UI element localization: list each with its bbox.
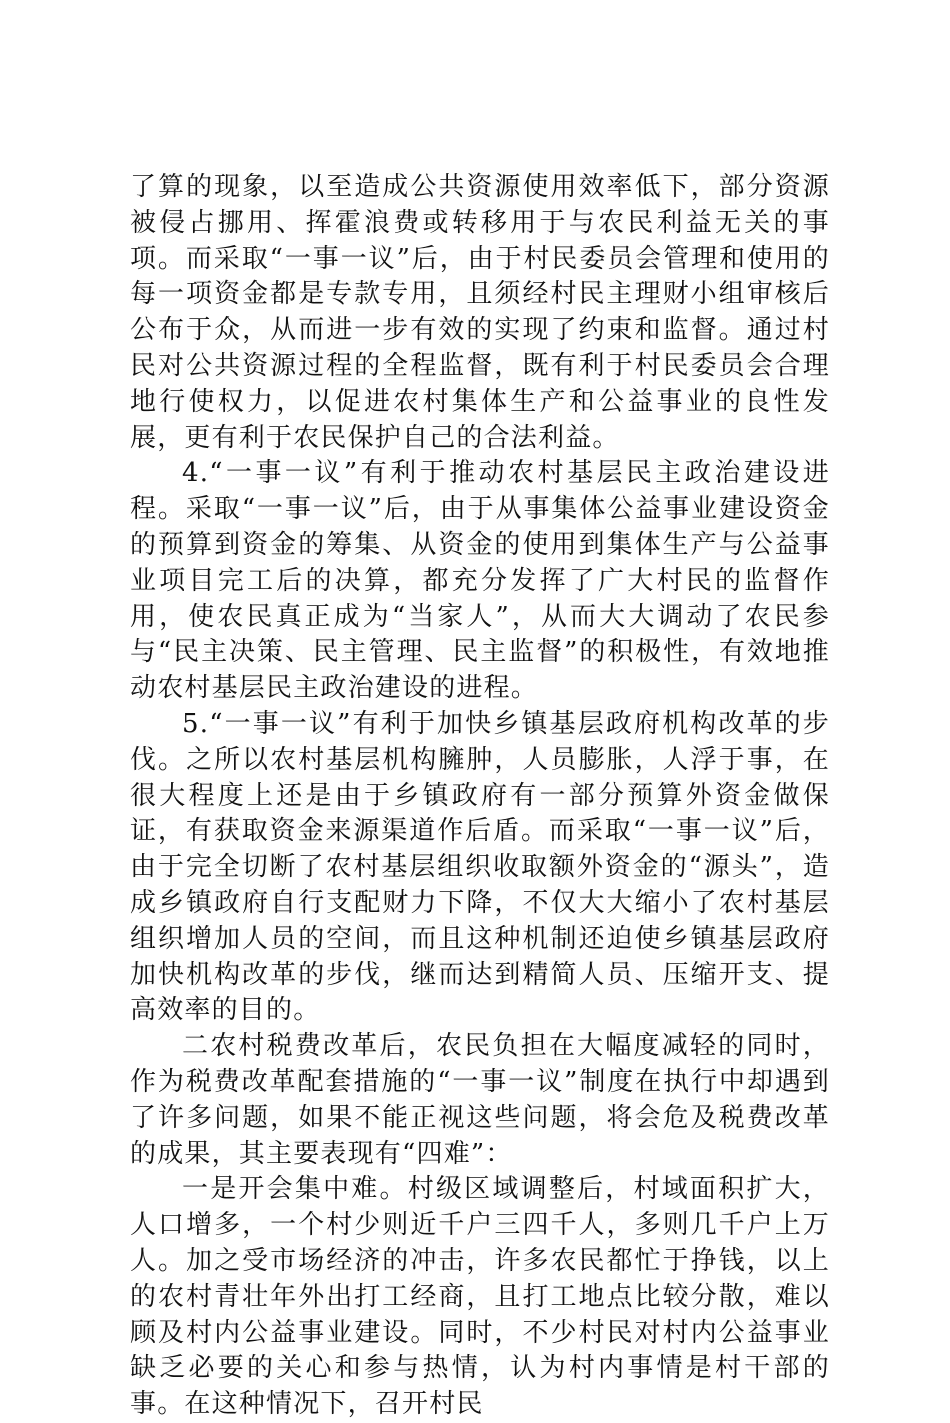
paragraph-continuation: 了算的现象，以至造成公共资源使用效率低下，部分资源被侵占挪用、挥霍浪费或转移用于与农民利益无关的事项。而采取“一事一议”后，由于村民委员会管理和使用的每一项资金都是专款专用，且须经村民主理财小组审核后公布于众，从而进一步有效的实现了约束和监督。通过村民对公共资源过程的全程监督，既有利于村民委员会合理地行使权力，以促进农村集体生产和公益事业的良性发展，更有利于农民保护自己的合法利益。 [130, 172, 830, 453]
paragraph-difficulty-one: 一是开会集中难。村级区域调整后，村域面积扩大，人口增多，一个村少则近千户三四千人，多则几千户上万人。加之受市场经济的冲击，许多农民都忙于挣钱，以上的农村青壮年外出打工经商，且打工地点比较分散，难以顾及村内公益事业建设。同时，不少村民对村内公益事业缺乏必要的关心和参与热情，认为村内事情是村干部的事。在这种情况下，召开村民 [130, 1174, 830, 1420]
paragraph-point-5: 5.“一事一议”有利于加快乡镇基层政府机构改革的步伐。之所以农村基层机构臃肿，人员膨胀，人浮于事，在很大程度上还是由于乡镇政府有一部分预算外资金做保证，有获取资金来源渠道作后盾。而采取“一事一议”后，由于完全切断了农村基层组织收取额外资金的“源头”，造成乡镇政府自行支配财力下降，不仅大大缩小了农村基层组织增加人员的空间，而且这种机制还迫使乡镇基层政府加快机构改革的步伐，继而达到精简人员、压缩开支、提高效率的目的。 [130, 708, 830, 1026]
paragraph-point-4: 4.“一事一议”有利于推动农村基层民主政治建设进程。采取“一事一议”后，由于从事集体公益事业建设资金的预算到资金的筹集、从资金的使用到集体生产与公益事业项目完工后的决算，都充分发挥了广大村民的监督作用，使农民真正成为“当家人”，从而大大调动了农民参与“民主决策、民主管理、民主监督”的积极性，有效地推动农村基层民主政治建设的进程。 [130, 458, 830, 704]
paragraph-section-two: 二农村税费改革后，农民负担在大幅度减轻的同时，作为税费改革配套措施的“一事一议”制度在执行中却遇到了许多问题，如果不能正视这些问题，将会危及税费改革的成果，其主要表现有“四难”： [130, 1031, 830, 1169]
document-body [130, 170, 830, 1423]
